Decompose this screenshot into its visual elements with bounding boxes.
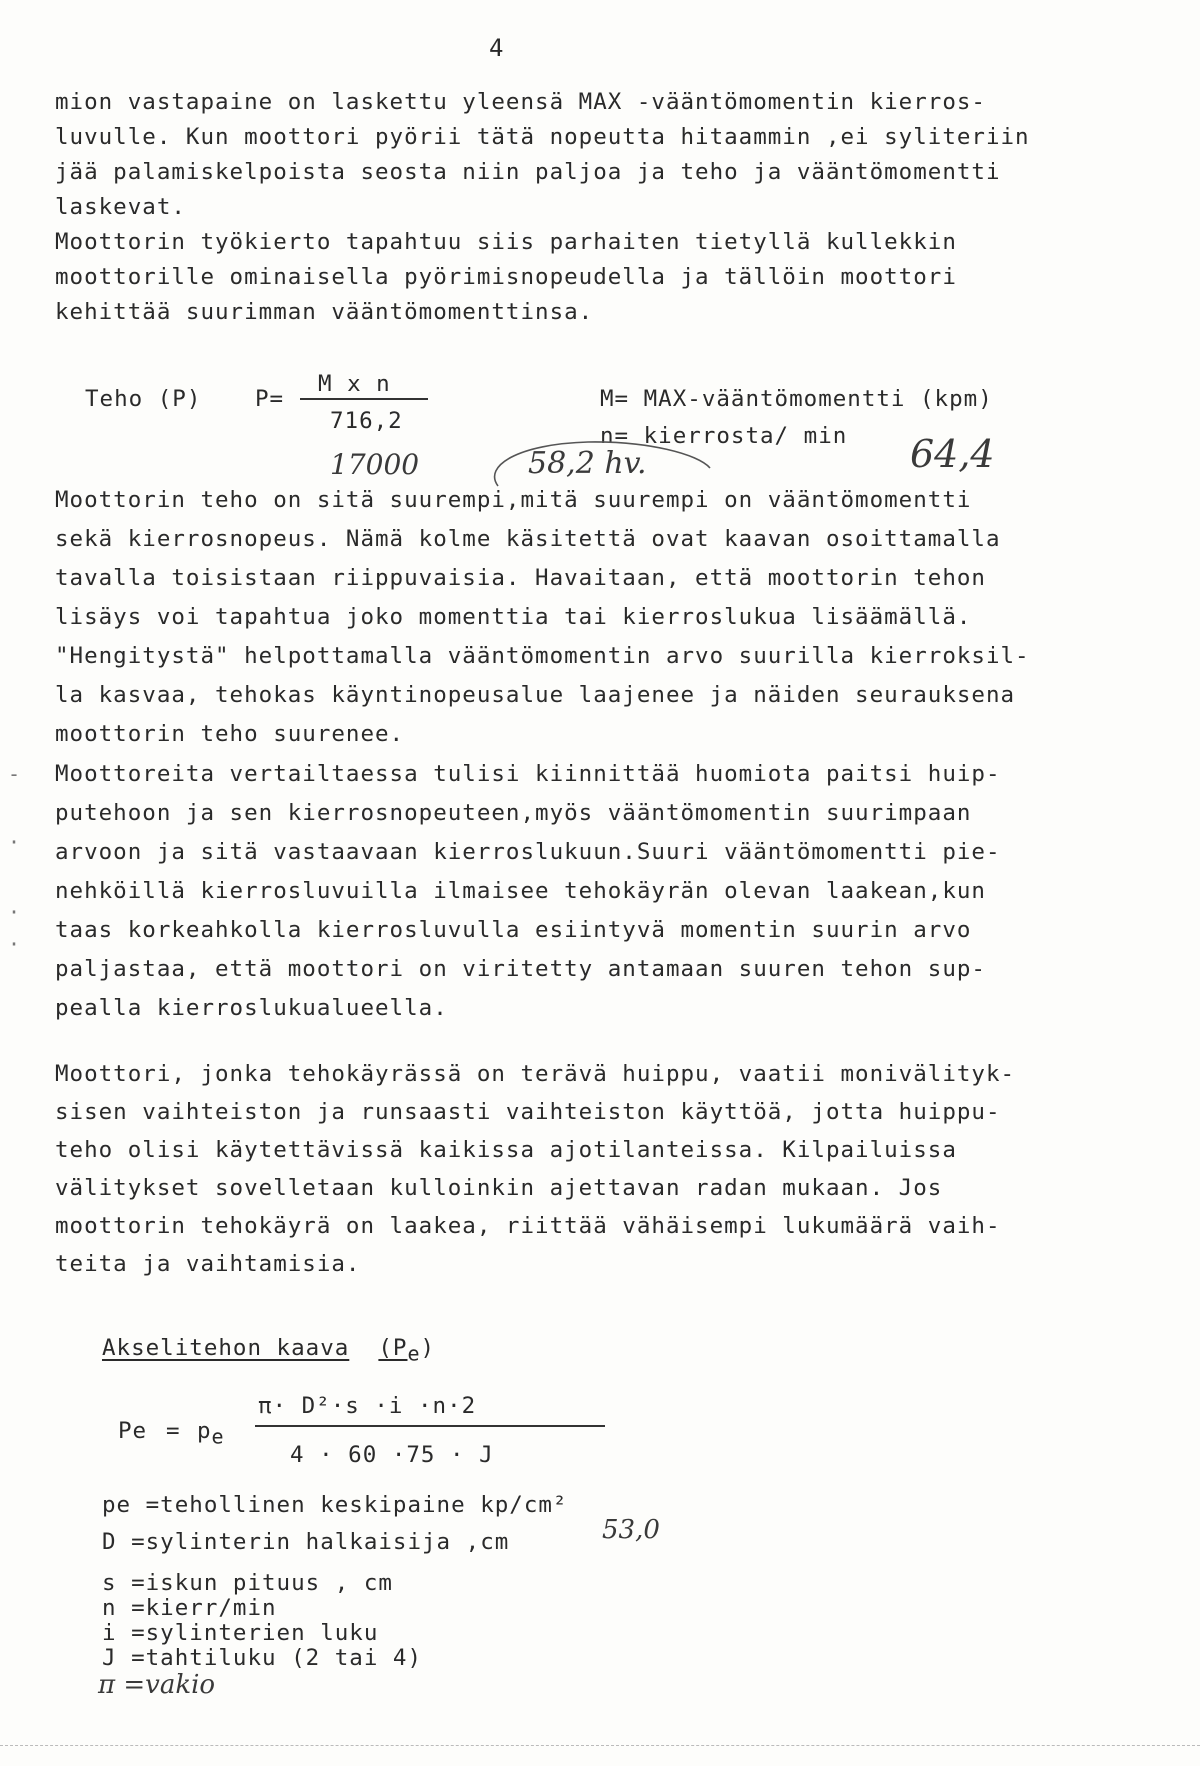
text-line: moottorille ominaisella pyörimisnopeudella ja tällöin moottori [55,264,957,290]
text-line: kehittää suurimman vääntömomenttinsa. [55,299,594,325]
text-line: arvoon ja sitä vastaavaan kierroslukuun.Suuri vääntömomentti pie- [55,839,1001,865]
definition-line: D =sylinterin halkaisija ,cm [102,1529,510,1555]
fraction-line [300,398,428,400]
text-line: Moottoreita vertailtaessa tulisi kiinnittää huomiota paitsi huip- [55,761,1001,787]
definition-line: i =sylinterien luku [102,1620,379,1646]
text-line: moottorin tehokäyrä on laakea, riittää vähäisempi lukumäärä vaih- [55,1213,1001,1239]
formula-denominator: 716,2 [330,408,403,434]
text-line: mion vastapaine on laskettu yleensä MAX -vääntömomentin kierros- [55,89,986,115]
formula-label: Teho (P) [85,386,202,412]
text-line: teita ja vaihtamisia. [55,1251,361,1277]
definition-m: M= MAX-vääntömomentti (kpm) [600,386,993,412]
akseli-fraction-line [255,1425,605,1427]
text-line: sekä kierrosnopeus. Nämä kolme käsitettä ovat kaavan osoittamalla [55,526,1001,552]
text-line: la kasvaa, tehokas käyntinopeusalue laajenee ja näiden seurauksena [55,682,1016,708]
text-line: teho olisi käytettävissä kaikissa ajotilanteissa. Kilpailuissa [55,1137,957,1163]
text-line: tavalla toisistaan riippuvaisia. Havaitaan, että moottorin tehon [55,565,986,591]
text-line: nehköillä kierrosluvuilla ilmaisee tehokäyrän olevan laakean,kun [55,878,986,904]
section-heading: Akselitehon kaava $(P_e)$ [102,1335,436,1366]
text-line: lisäys voi tapahtua joko momenttia tai kierroslukua lisäämällä. [55,604,972,630]
formula-numerator: M x n [318,371,391,397]
handwritten-note-right: 64,4 [910,432,995,476]
page-number: 4 [489,34,504,62]
text-line: Moottorin teho on sitä suurempi,mitä suurempi on vääntömomentti [55,487,972,513]
text-line: sisen vaihteiston ja runsaasti vaihteiston käyttöä, jotta huippu- [55,1099,1001,1125]
definition-line: pe =tehollinen keskipaine kp/cm² [102,1492,568,1518]
handwritten-pi-definition: π =vakio [98,1670,216,1700]
text-line: välitykset sovelletaan kulloinkin ajettavan radan mukaan. Jos [55,1175,943,1201]
text-line: pealla kierroslukualueella. [55,995,448,1021]
handwritten-rpm: 17000 [330,448,420,481]
text-line: laskevat. [55,194,186,220]
text-line: luvulle. Kun moottori pyörii tätä nopeutta hitaammin ,ei syliteriin [55,124,1030,150]
akseli-eq: = [166,1418,181,1444]
text-line: putehoon ja sen kierrosnopeuteen,myös vääntömomentin suurimpaan [55,800,972,826]
definition-n: n= kierrosta/ min [600,423,848,449]
scan-edge [0,1745,1200,1746]
text-line: "Hengitystä" helpottamalla vääntömomentin arvo suurilla kierroksil- [55,643,1030,669]
margin-mark: - [8,762,21,786]
text-line: taas korkeahkolla kierrosluvulla esiintyvä momentin suurin arvo [55,917,972,943]
handwritten-diameter: 53,0 [602,1515,660,1545]
text-line: jää palamiskelpoista seosta niin paljoa ja teho ja vääntömomentti [55,159,1001,185]
margin-mark: · [8,830,21,854]
text-line: Moottori, jonka tehokäyrässä on terävä huippu, vaatii monivälityk- [55,1061,1016,1087]
akseli-numerator: π· D²·s ·i ·n·2 [258,1393,477,1419]
definition-line: s =iskun pituus , cm [102,1570,393,1596]
akseli-denominator: 4 · 60 ·75 · J [290,1442,494,1468]
margin-mark: · [8,900,21,924]
text-line: moottorin teho suurenee. [55,721,405,747]
text-line: Moottorin työkierto tapahtuu siis parhaiten tietyllä kullekkin [55,229,957,255]
akseli-lhs: Pe [118,1418,148,1444]
text-line: paljastaa, että moottori on viritetty antamaan suuren tehon sup- [55,956,986,982]
akseli-pe: $p_e$ [197,1418,225,1449]
definition-line: n =kierr/min [102,1595,277,1621]
handwritten-power: 58,2 hv. [528,446,647,481]
definition-line: J =tahtiluku (2 tai 4) [102,1645,423,1671]
formula-lhs: P= [255,386,285,412]
margin-mark: · [8,932,21,956]
